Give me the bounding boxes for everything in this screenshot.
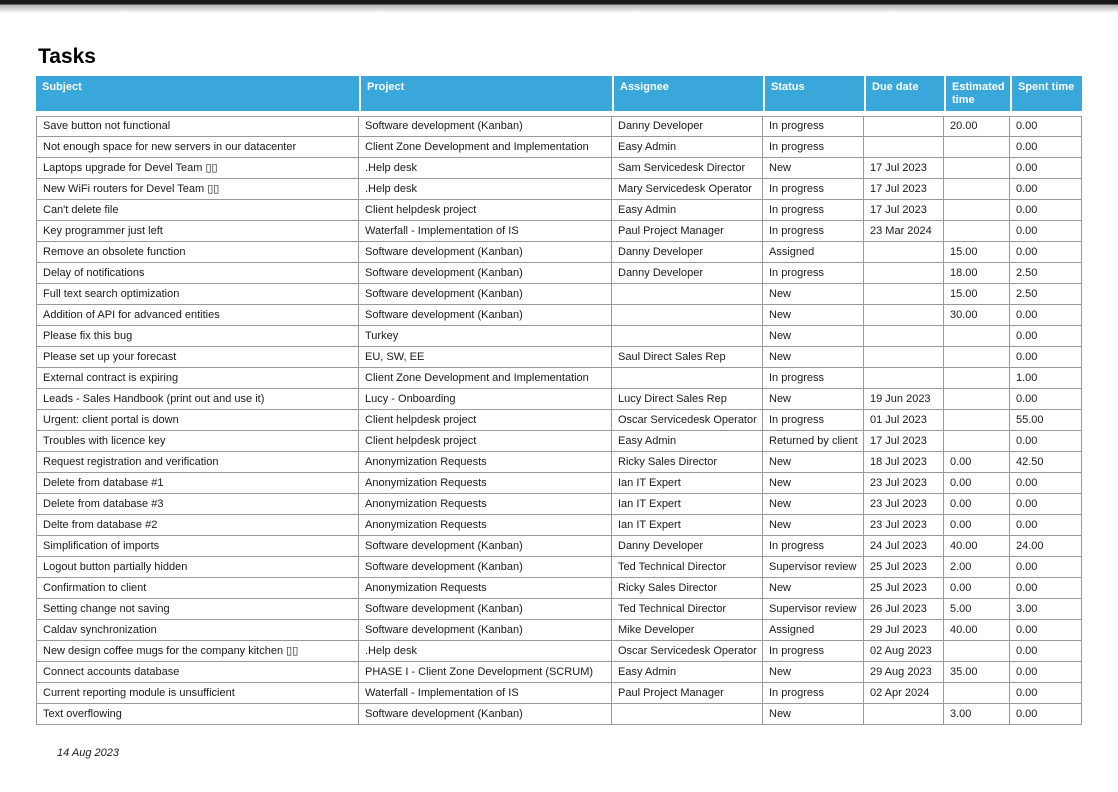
cell: New [763,515,864,536]
cell: 0.00 [944,578,1010,599]
cell [944,179,1010,200]
cell: 0.00 [1010,326,1082,347]
cell: Easy Admin [612,662,763,683]
cell: 0.00 [944,494,1010,515]
cell [944,158,1010,179]
cell: Anonymization Requests [359,494,612,515]
cell: 30.00 [944,305,1010,326]
cell: Delete from database #1 [36,473,359,494]
table-row [36,116,1082,137]
cell: Danny Developer [612,536,763,557]
cell: 29 Aug 2023 [864,662,944,683]
cell: Delete from database #3 [36,494,359,515]
cell: Client Zone Development and Implementation [359,368,612,389]
cell: External contract is expiring [36,368,359,389]
cell: 2.50 [1010,284,1082,305]
table-row [36,494,1082,515]
cell: Anonymization Requests [359,515,612,536]
cell: 0.00 [1010,158,1082,179]
cell: 0.00 [944,515,1010,536]
cell: Request registration and verification [36,452,359,473]
table-row [36,704,1082,725]
cell: In progress [763,221,864,242]
cell [612,368,763,389]
column-header: Estimated time [944,76,1010,111]
cell [944,221,1010,242]
table-row [36,284,1082,305]
cell: New [763,305,864,326]
window-top-edge [0,0,1118,14]
cell: Oscar Servicedesk Operator [612,641,763,662]
cell: Ted Technical Director [612,557,763,578]
cell: New [763,389,864,410]
table-row [36,137,1082,158]
cell [864,326,944,347]
cell: Please set up your forecast [36,347,359,368]
table-row [36,557,1082,578]
cell: Save button not functional [36,116,359,137]
cell: Leads - Sales Handbook (print out and use it) [36,389,359,410]
header-row [36,76,1082,111]
cell: Delte from database #2 [36,515,359,536]
cell: Supervisor review [763,599,864,620]
cell: EU, SW, EE [359,347,612,368]
cell: 0.00 [1010,305,1082,326]
cell: Easy Admin [612,431,763,452]
cell: 01 Jul 2023 [864,410,944,431]
cell: Lucy Direct Sales Rep [612,389,763,410]
cell: 0.00 [1010,683,1082,704]
cell: .Help desk [359,158,612,179]
column-header: Subject [36,76,359,111]
cell [864,242,944,263]
cell: Easy Admin [612,200,763,221]
cell [864,284,944,305]
cell: 17 Jul 2023 [864,179,944,200]
cell [864,347,944,368]
cell: 0.00 [1010,578,1082,599]
cell [612,305,763,326]
cell [944,431,1010,452]
cell: Sam Servicedesk Director [612,158,763,179]
cell: Connect accounts database [36,662,359,683]
cell: 0.00 [1010,494,1082,515]
cell: Saul Direct Sales Rep [612,347,763,368]
cell: In progress [763,683,864,704]
cell: Software development (Kanban) [359,116,612,137]
table-row [36,452,1082,473]
cell: Software development (Kanban) [359,599,612,620]
cell: Client Zone Development and Implementation [359,137,612,158]
cell: .Help desk [359,179,612,200]
cell: 18.00 [944,263,1010,284]
cell: New [763,347,864,368]
cell: 2.50 [1010,263,1082,284]
cell: Mike Developer [612,620,763,641]
cell: Software development (Kanban) [359,263,612,284]
cell: 40.00 [944,620,1010,641]
cell: 0.00 [1010,389,1082,410]
cell: Urgent: client portal is down [36,410,359,431]
footer-date: 14 Aug 2023 [57,747,119,759]
table-row [36,305,1082,326]
cell [944,641,1010,662]
cell: Lucy - Onboarding [359,389,612,410]
cell: Anonymization Requests [359,473,612,494]
table-body [36,111,1082,725]
cell: Client helpdesk project [359,410,612,431]
cell: Software development (Kanban) [359,536,612,557]
cell: Ian IT Expert [612,494,763,515]
cell: Returned by client [763,431,864,452]
cell [864,305,944,326]
cell [944,683,1010,704]
cell: Not enough space for new servers in our datacenter [36,137,359,158]
cell: 0.00 [1010,179,1082,200]
table-row [36,410,1082,431]
table-row [36,389,1082,410]
table-row [36,158,1082,179]
cell: 0.00 [1010,704,1082,725]
cell [944,137,1010,158]
cell [864,263,944,284]
table-row [36,641,1082,662]
cell: New [763,158,864,179]
cell: 1.00 [1010,368,1082,389]
cell: 0.00 [1010,473,1082,494]
cell: Oscar Servicedesk Operator [612,410,763,431]
table-row [36,179,1082,200]
cell: Anonymization Requests [359,578,612,599]
cell: Ted Technical Director [612,599,763,620]
cell: 26 Jul 2023 [864,599,944,620]
column-header: Spent time [1010,76,1082,111]
table-row [36,431,1082,452]
cell: New [763,494,864,515]
cell: 29 Jul 2023 [864,620,944,641]
cell: Software development (Kanban) [359,305,612,326]
cell: 24 Jul 2023 [864,536,944,557]
column-header: Due date [864,76,944,111]
cell: Software development (Kanban) [359,557,612,578]
cell: 20.00 [944,116,1010,137]
cell: 17 Jul 2023 [864,158,944,179]
cell: 15.00 [944,242,1010,263]
cell: Assigned [763,242,864,263]
table-row [36,578,1082,599]
cell: Turkey [359,326,612,347]
cell: New [763,578,864,599]
cell: Software development (Kanban) [359,620,612,641]
table-row [36,515,1082,536]
cell: New WiFi routers for Devel Team ▯▯ [36,179,359,200]
cell: Mary Servicedesk Operator [612,179,763,200]
cell [864,368,944,389]
cell: 0.00 [944,473,1010,494]
cell: Addition of API for advanced entities [36,305,359,326]
cell: 0.00 [1010,242,1082,263]
cell: 23 Jul 2023 [864,473,944,494]
cell: Text overflowing [36,704,359,725]
cell: Waterfall - Implementation of IS [359,221,612,242]
cell [612,284,763,305]
cell: 0.00 [1010,662,1082,683]
report-page [36,46,1082,759]
table-row [36,536,1082,557]
cell [944,368,1010,389]
cell: In progress [763,179,864,200]
cell: In progress [763,116,864,137]
cell: 35.00 [944,662,1010,683]
cell: In progress [763,641,864,662]
cell: 0.00 [1010,557,1082,578]
cell: .Help desk [359,641,612,662]
cell: New design coffee mugs for the company kitchen ▯▯ [36,641,359,662]
table-row [36,263,1082,284]
cell [612,704,763,725]
cell: Paul Project Manager [612,683,763,704]
cell: 0.00 [1010,116,1082,137]
cell: Key programmer just left [36,221,359,242]
cell: New [763,284,864,305]
table-row [36,599,1082,620]
cell: 40.00 [944,536,1010,557]
cell: 0.00 [944,452,1010,473]
cell [864,116,944,137]
table-row [36,326,1082,347]
tasks-table [36,76,1082,725]
cell: Danny Developer [612,116,763,137]
cell: Confirmation to client [36,578,359,599]
table-header [36,76,1082,111]
cell: Anonymization Requests [359,452,612,473]
cell: Client helpdesk project [359,431,612,452]
table-row [36,368,1082,389]
cell: Can't delete file [36,200,359,221]
cell: Full text search optimization [36,284,359,305]
cell: 23 Mar 2024 [864,221,944,242]
cell: PHASE I - Client Zone Development (SCRUM) [359,662,612,683]
cell: 0.00 [1010,515,1082,536]
cell: New [763,452,864,473]
cell: 0.00 [1010,347,1082,368]
cell: Delay of notifications [36,263,359,284]
cell: New [763,326,864,347]
cell: 5.00 [944,599,1010,620]
table-row [36,473,1082,494]
table-row [36,242,1082,263]
cell: 2.00 [944,557,1010,578]
cell: Ricky Sales Director [612,578,763,599]
cell: 3.00 [1010,599,1082,620]
cell [864,704,944,725]
cell: Danny Developer [612,242,763,263]
cell: 3.00 [944,704,1010,725]
cell: Assigned [763,620,864,641]
cell: Waterfall - Implementation of IS [359,683,612,704]
cell: Simplification of imports [36,536,359,557]
cell: Ricky Sales Director [612,452,763,473]
table-row [36,620,1082,641]
cell: 0.00 [1010,137,1082,158]
cell: 0.00 [1010,221,1082,242]
cell: 02 Aug 2023 [864,641,944,662]
cell [864,137,944,158]
cell: 18 Jul 2023 [864,452,944,473]
cell: 25 Jul 2023 [864,557,944,578]
cell: Software development (Kanban) [359,242,612,263]
cell: In progress [763,536,864,557]
cell: Remove an obsolete function [36,242,359,263]
cell: Ian IT Expert [612,515,763,536]
table-row [36,683,1082,704]
cell: Software development (Kanban) [359,284,612,305]
cell: In progress [763,137,864,158]
cell: Ian IT Expert [612,473,763,494]
cell: New [763,473,864,494]
table-row [36,200,1082,221]
cell: Setting change not saving [36,599,359,620]
cell: Paul Project Manager [612,221,763,242]
cell [944,200,1010,221]
cell: In progress [763,368,864,389]
cell: 0.00 [1010,620,1082,641]
cell [944,410,1010,431]
cell: 55.00 [1010,410,1082,431]
cell: Client helpdesk project [359,200,612,221]
cell [944,326,1010,347]
cell: 0.00 [1010,200,1082,221]
cell [944,347,1010,368]
cell: Software development (Kanban) [359,704,612,725]
cell: 42.50 [1010,452,1082,473]
table-row [36,662,1082,683]
cell: 0.00 [1010,641,1082,662]
cell: 0.00 [1010,431,1082,452]
column-header: Project [359,76,612,111]
column-header: Assignee [612,76,763,111]
cell: 23 Jul 2023 [864,494,944,515]
cell: In progress [763,263,864,284]
cell: 15.00 [944,284,1010,305]
cell: In progress [763,410,864,431]
cell: 02 Apr 2024 [864,683,944,704]
cell: Logout button partially hidden [36,557,359,578]
page-title: Tasks [38,45,96,68]
cell: 25 Jul 2023 [864,578,944,599]
table-row [36,221,1082,242]
cell: 24.00 [1010,536,1082,557]
cell: Caldav synchronization [36,620,359,641]
cell: Troubles with licence key [36,431,359,452]
cell: Please fix this bug [36,326,359,347]
cell: In progress [763,200,864,221]
column-header: Status [763,76,864,111]
cell: Danny Developer [612,263,763,284]
cell: Current reporting module is unsufficient [36,683,359,704]
cell: 23 Jul 2023 [864,515,944,536]
cell: 17 Jul 2023 [864,431,944,452]
table-row [36,347,1082,368]
cell: 19 Jun 2023 [864,389,944,410]
cell [944,389,1010,410]
cell: New [763,662,864,683]
cell: Laptops upgrade for Devel Team ▯▯ [36,158,359,179]
cell: 17 Jul 2023 [864,200,944,221]
cell [612,326,763,347]
cell: Easy Admin [612,137,763,158]
cell: New [763,704,864,725]
cell: Supervisor review [763,557,864,578]
